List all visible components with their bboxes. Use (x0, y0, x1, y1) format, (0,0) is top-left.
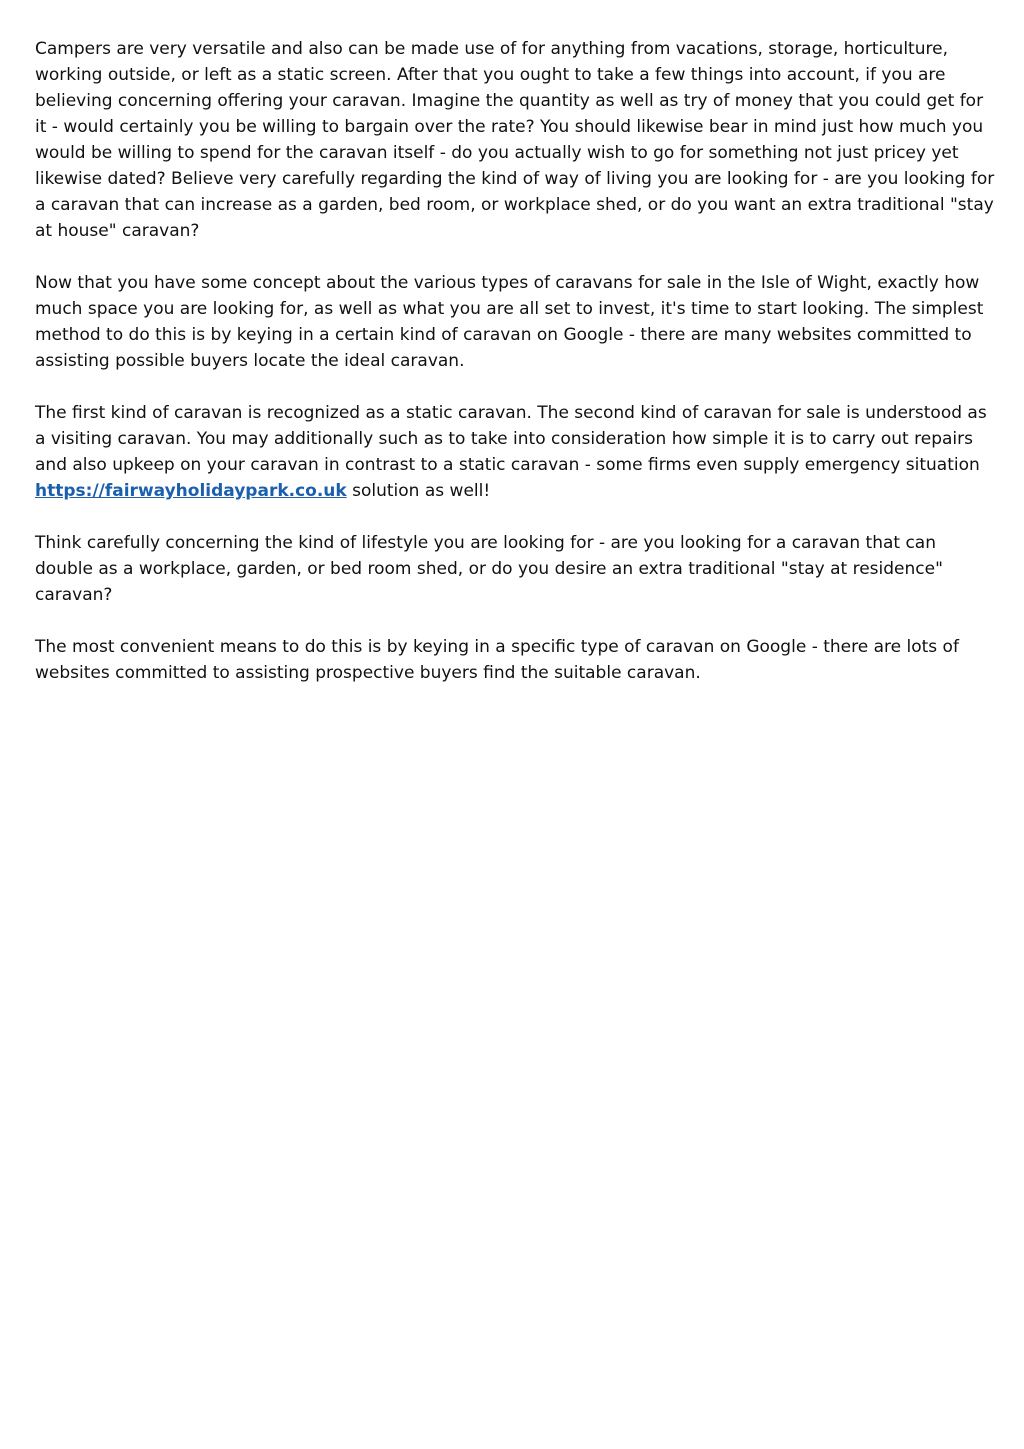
paragraph-3-text-after: solution as well! (346, 481, 491, 501)
document-body (35, 36, 995, 712)
paragraph-3 (35, 400, 995, 504)
paragraph-4: Think carefully concerning the kind of lifestyle you are looking for - are you looking for a caravan that can double as a workplace, garden, or bed room shed, or do you desire an extra traditional "stay at residence" caravan? (35, 533, 943, 605)
paragraph-3-text-before: The first kind of caravan is recognized as a static caravan. The second kind of caravan for sale is understood as a visiting caravan. You may additionally such as to take into consideration how simple it is to carry out repairs and also upkeep on your caravan in contrast to a static caravan - some firms even supply emergency situation (35, 403, 987, 475)
fairway-holiday-park-link[interactable]: https://fairwayholidaypark.co.uk (35, 481, 347, 501)
paragraph-2: Now that you have some concept about the various types of caravans for sale in the Isle of Wight, exactly how much space you are looking for, as well as what you are all set to invest, it's time to start looking. The simplest method to do this is by keying in a certain kind of caravan on Google - there are many websites committed to assisting possible buyers locate the ideal caravan. (35, 273, 984, 371)
paragraph-5: The most convenient means to do this is by keying in a specific type of caravan on Google - there are lots of websites committed to assisting prospective buyers find the suitable caravan. (35, 637, 959, 683)
paragraph-1: Campers are very versatile and also can be made use of for anything from vacations, storage, horticulture, working outside, or left as a static screen. After that you ought to take a few things into account, if you are believing concerning offering your caravan. Imagine the quantity as well as try of money that you could get for it - would certainly you be willing to bargain over the rate? You should likewise bear in mind just how much you would be willing to spend for the caravan itself - do you actually wish to go for something not just pricey yet likewise dated? Believe very carefully regarding the kind of way of living you are looking for - are you looking for a caravan that can increase as a garden, bed room, or workplace shed, or do you want an extra traditional "stay at house" caravan? (35, 39, 995, 241)
